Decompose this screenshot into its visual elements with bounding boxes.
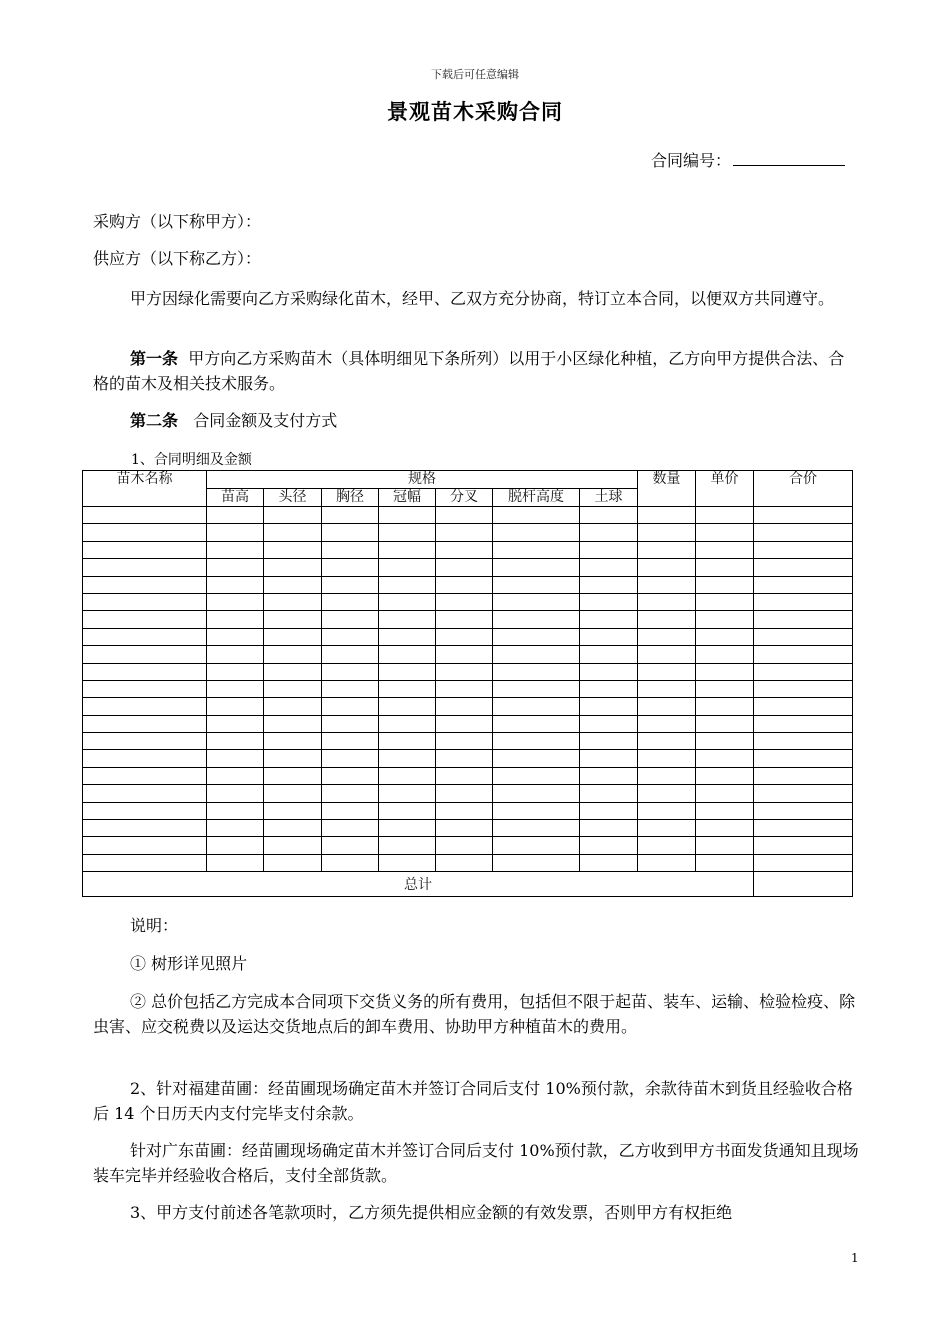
table-cell bbox=[436, 680, 493, 697]
table-cell bbox=[638, 628, 696, 645]
table-cell bbox=[379, 524, 436, 541]
table-cell bbox=[493, 524, 580, 541]
table-cell bbox=[322, 507, 379, 524]
table-cell bbox=[207, 628, 264, 645]
table-cell bbox=[264, 524, 322, 541]
table-cell bbox=[207, 680, 264, 697]
table-cell bbox=[322, 524, 379, 541]
table-cell bbox=[493, 854, 580, 871]
table-cell bbox=[638, 802, 696, 819]
table-cell bbox=[83, 837, 207, 854]
table-cell bbox=[322, 733, 379, 750]
table-cell bbox=[696, 576, 754, 593]
table-cell bbox=[83, 507, 207, 524]
table-cell bbox=[696, 593, 754, 610]
table-cell bbox=[322, 802, 379, 819]
table-cell bbox=[696, 767, 754, 784]
table-cell bbox=[638, 593, 696, 610]
table-row bbox=[83, 715, 853, 732]
article-1-label: 第一条 bbox=[130, 349, 179, 368]
table-row bbox=[83, 837, 853, 854]
table-cell bbox=[83, 646, 207, 663]
table-cell bbox=[493, 837, 580, 854]
table-cell bbox=[379, 559, 436, 576]
table-row bbox=[83, 576, 853, 593]
table-cell bbox=[207, 541, 264, 558]
table-cell bbox=[322, 785, 379, 802]
table-cell bbox=[696, 698, 754, 715]
table-cell bbox=[379, 593, 436, 610]
article-1-text: 甲方向乙方采购苗木（具体明细见下条所列）以用于小区绿化种植，乙方向甲方提供合法、合格的苗木及相关技术服务。 bbox=[93, 349, 845, 393]
table-cell bbox=[638, 646, 696, 663]
table-cell bbox=[207, 559, 264, 576]
table-cell bbox=[638, 698, 696, 715]
table-cell bbox=[754, 854, 853, 871]
table-cell bbox=[322, 593, 379, 610]
table-cell bbox=[580, 733, 638, 750]
table-cell bbox=[436, 854, 493, 871]
table-cell bbox=[436, 785, 493, 802]
table-cell bbox=[322, 541, 379, 558]
col-header-spec: 规格 bbox=[207, 471, 638, 489]
table-cell bbox=[264, 785, 322, 802]
table-cell bbox=[207, 767, 264, 784]
table-cell bbox=[322, 820, 379, 837]
table-cell bbox=[207, 611, 264, 628]
spec-header: 土球 bbox=[580, 489, 638, 507]
table-cell bbox=[754, 750, 853, 767]
table-cell bbox=[322, 698, 379, 715]
table-cell bbox=[207, 715, 264, 732]
table-cell bbox=[207, 837, 264, 854]
table-cell bbox=[83, 733, 207, 750]
table-cell bbox=[754, 733, 853, 750]
table-cell bbox=[580, 854, 638, 871]
table-cell bbox=[264, 559, 322, 576]
table-row bbox=[83, 802, 853, 819]
invoice-clause: 3、甲方支付前述各笔款项时，乙方须先提供相应金额的有效发票，否则甲方有权拒绝 bbox=[130, 1203, 733, 1222]
table-cell bbox=[754, 611, 853, 628]
contract-number-blank bbox=[733, 151, 845, 166]
table-cell bbox=[436, 715, 493, 732]
table-cell bbox=[379, 854, 436, 871]
table-cell bbox=[83, 698, 207, 715]
table-row bbox=[83, 680, 853, 697]
table-cell bbox=[207, 750, 264, 767]
table-cell bbox=[207, 646, 264, 663]
table-cell bbox=[264, 767, 322, 784]
table-cell bbox=[436, 559, 493, 576]
table-cell bbox=[83, 524, 207, 541]
table-cell bbox=[436, 507, 493, 524]
table-cell bbox=[493, 646, 580, 663]
table-cell bbox=[379, 663, 436, 680]
table-cell bbox=[696, 507, 754, 524]
table-row bbox=[83, 767, 853, 784]
table-cell bbox=[83, 611, 207, 628]
table-cell bbox=[83, 785, 207, 802]
table-cell bbox=[264, 698, 322, 715]
col-header-unit-price: 单价 bbox=[696, 471, 754, 507]
table-cell bbox=[754, 541, 853, 558]
col-header-name: 苗木名称 bbox=[83, 471, 207, 507]
table-cell bbox=[83, 854, 207, 871]
table-cell bbox=[580, 559, 638, 576]
table-cell bbox=[638, 820, 696, 837]
table-cell bbox=[754, 680, 853, 697]
table-cell bbox=[379, 628, 436, 645]
table-cell bbox=[436, 628, 493, 645]
table-cell bbox=[207, 507, 264, 524]
table-cell bbox=[493, 663, 580, 680]
table-cell bbox=[264, 733, 322, 750]
total-value-cell bbox=[754, 872, 853, 897]
table-cell bbox=[580, 820, 638, 837]
table-cell bbox=[754, 576, 853, 593]
contract-number bbox=[651, 148, 845, 171]
table-cell bbox=[264, 507, 322, 524]
table-row bbox=[83, 733, 853, 750]
note-1: ① 树形详见照片 bbox=[130, 954, 248, 973]
table-cell bbox=[83, 820, 207, 837]
table-cell bbox=[379, 715, 436, 732]
table-row bbox=[83, 854, 853, 871]
table-cell bbox=[580, 785, 638, 802]
table-cell bbox=[322, 646, 379, 663]
table-cell bbox=[322, 628, 379, 645]
table-cell bbox=[696, 802, 754, 819]
table-cell bbox=[436, 576, 493, 593]
article-2 bbox=[93, 408, 859, 433]
table-cell bbox=[580, 524, 638, 541]
table-cell bbox=[379, 611, 436, 628]
table-cell bbox=[638, 715, 696, 732]
table-cell bbox=[754, 646, 853, 663]
table-cell bbox=[436, 541, 493, 558]
table-cell bbox=[696, 837, 754, 854]
table-cell bbox=[493, 541, 580, 558]
table-cell bbox=[493, 820, 580, 837]
table-cell bbox=[322, 854, 379, 871]
table-cell bbox=[638, 507, 696, 524]
table-cell bbox=[580, 541, 638, 558]
table-row bbox=[83, 628, 853, 645]
table-cell bbox=[264, 820, 322, 837]
table-cell bbox=[264, 854, 322, 871]
table-cell bbox=[379, 767, 436, 784]
table-cell bbox=[436, 698, 493, 715]
table-cell bbox=[638, 541, 696, 558]
total-label: 总计 bbox=[83, 872, 754, 897]
table-cell bbox=[322, 837, 379, 854]
table-caption: 1、合同明细及金额 bbox=[131, 452, 252, 468]
table-cell bbox=[580, 837, 638, 854]
table-cell bbox=[493, 767, 580, 784]
table-cell bbox=[83, 663, 207, 680]
table-cell bbox=[379, 733, 436, 750]
table-cell bbox=[754, 628, 853, 645]
table-row bbox=[83, 750, 853, 767]
table-cell bbox=[493, 576, 580, 593]
table-row bbox=[83, 785, 853, 802]
table-cell bbox=[638, 524, 696, 541]
intro-paragraph: 甲方因绿化需要向乙方采购绿化苗木，经甲、乙双方充分协商，特订立本合同，以便双方共同遵守。 bbox=[130, 289, 835, 308]
table-cell bbox=[580, 576, 638, 593]
table-cell bbox=[264, 680, 322, 697]
table-cell bbox=[207, 785, 264, 802]
table-cell bbox=[493, 715, 580, 732]
table-cell bbox=[696, 715, 754, 732]
table-row bbox=[83, 611, 853, 628]
table-cell bbox=[580, 611, 638, 628]
table-cell bbox=[754, 802, 853, 819]
table-cell bbox=[436, 733, 493, 750]
table-cell bbox=[638, 837, 696, 854]
table-row bbox=[83, 646, 853, 663]
table-cell bbox=[264, 646, 322, 663]
table-cell bbox=[322, 576, 379, 593]
page-number: 1 bbox=[851, 1251, 859, 1265]
table-cell bbox=[493, 750, 580, 767]
table-cell bbox=[83, 628, 207, 645]
table-cell bbox=[436, 837, 493, 854]
table-cell bbox=[754, 698, 853, 715]
table-cell bbox=[436, 663, 493, 680]
table-cell bbox=[696, 750, 754, 767]
table-cell bbox=[580, 593, 638, 610]
table-row bbox=[83, 698, 853, 715]
spec-header: 胸径 bbox=[322, 489, 379, 507]
table-cell bbox=[207, 524, 264, 541]
table-cell bbox=[436, 767, 493, 784]
table-cell bbox=[696, 646, 754, 663]
table-cell bbox=[493, 559, 580, 576]
table-cell bbox=[264, 541, 322, 558]
table-cell bbox=[83, 680, 207, 697]
article-2-text: 合同金额及支付方式 bbox=[193, 411, 338, 430]
table-cell bbox=[207, 820, 264, 837]
table-cell bbox=[696, 524, 754, 541]
table-cell bbox=[696, 611, 754, 628]
table-row bbox=[83, 593, 853, 610]
table-cell bbox=[83, 576, 207, 593]
table-row bbox=[83, 541, 853, 558]
table-cell bbox=[638, 785, 696, 802]
spec-header: 苗高 bbox=[207, 489, 264, 507]
table-cell bbox=[696, 854, 754, 871]
table-cell bbox=[264, 837, 322, 854]
table-cell bbox=[379, 680, 436, 697]
table-cell bbox=[580, 646, 638, 663]
header-note: 下载后可任意编辑 bbox=[431, 68, 519, 81]
table-cell bbox=[754, 593, 853, 610]
table-cell bbox=[493, 593, 580, 610]
payment-guangdong: 针对广东苗圃：经苗圃现场确定苗木并签订合同后支付 10%预付款，乙方收到甲方书面发货通知且现场装车完毕并经验收合格后，支付全部货款。 bbox=[93, 1141, 859, 1185]
table-cell bbox=[754, 715, 853, 732]
note-2: ② 总价包括乙方完成本合同项下交货义务的所有费用，包括但不限于起苗、装车、运输、检验检疫、除虫害、应交税费以及运达交货地点后的卸车费用、协助甲方种植苗木的费用。 bbox=[93, 992, 856, 1036]
table-cell bbox=[264, 628, 322, 645]
table-cell bbox=[207, 663, 264, 680]
table-cell bbox=[493, 733, 580, 750]
party-b-line: 供应方（以下称乙方）： bbox=[93, 249, 262, 268]
table-cell bbox=[638, 663, 696, 680]
table-cell bbox=[264, 715, 322, 732]
table-cell bbox=[322, 715, 379, 732]
table-cell bbox=[83, 750, 207, 767]
table-cell bbox=[696, 680, 754, 697]
table-cell bbox=[696, 559, 754, 576]
table-cell bbox=[322, 559, 379, 576]
table-cell bbox=[580, 663, 638, 680]
table-cell bbox=[379, 507, 436, 524]
article-2-label: 第二条 bbox=[130, 411, 179, 430]
table-cell bbox=[436, 646, 493, 663]
table-cell bbox=[207, 733, 264, 750]
table-cell bbox=[83, 767, 207, 784]
table-cell bbox=[493, 611, 580, 628]
table-cell bbox=[436, 802, 493, 819]
spec-header: 脱杆高度 bbox=[493, 489, 580, 507]
table-cell bbox=[754, 785, 853, 802]
notes-title: 说明： bbox=[130, 916, 179, 935]
table-cell bbox=[638, 611, 696, 628]
table-cell bbox=[493, 680, 580, 697]
table-cell bbox=[436, 750, 493, 767]
table-row bbox=[83, 559, 853, 576]
table-cell bbox=[436, 593, 493, 610]
table-cell bbox=[493, 802, 580, 819]
table-cell bbox=[754, 820, 853, 837]
table-cell bbox=[754, 507, 853, 524]
table-cell bbox=[207, 698, 264, 715]
table-cell bbox=[580, 767, 638, 784]
table-cell bbox=[264, 593, 322, 610]
table-cell bbox=[379, 646, 436, 663]
party-a-line: 采购方（以下称甲方）： bbox=[93, 212, 262, 231]
table-cell bbox=[638, 733, 696, 750]
table-cell bbox=[207, 576, 264, 593]
table-cell bbox=[264, 611, 322, 628]
table-cell bbox=[696, 663, 754, 680]
table-cell bbox=[207, 593, 264, 610]
table-cell bbox=[580, 628, 638, 645]
contract-detail-table bbox=[82, 470, 853, 897]
document-title: 景观苗木采购合同 bbox=[387, 99, 563, 124]
table-row bbox=[83, 524, 853, 541]
table-cell bbox=[264, 663, 322, 680]
table-cell bbox=[83, 715, 207, 732]
table-cell bbox=[754, 559, 853, 576]
spec-header: 冠幅 bbox=[379, 489, 436, 507]
table-cell bbox=[493, 628, 580, 645]
table-cell bbox=[638, 750, 696, 767]
table-cell bbox=[638, 767, 696, 784]
table-row bbox=[83, 663, 853, 680]
col-header-total: 合价 bbox=[754, 471, 853, 507]
table-cell bbox=[580, 507, 638, 524]
table-cell bbox=[83, 559, 207, 576]
table-cell bbox=[379, 820, 436, 837]
table-cell bbox=[696, 733, 754, 750]
table-cell bbox=[493, 698, 580, 715]
table-cell bbox=[754, 767, 853, 784]
table-row bbox=[83, 507, 853, 524]
table-cell bbox=[754, 837, 853, 854]
table-cell bbox=[207, 802, 264, 819]
table-cell bbox=[580, 802, 638, 819]
table-cell bbox=[638, 854, 696, 871]
table-cell bbox=[322, 680, 379, 697]
table-cell bbox=[264, 576, 322, 593]
table-cell bbox=[493, 507, 580, 524]
article-1 bbox=[93, 346, 859, 396]
table-cell bbox=[696, 628, 754, 645]
spec-header: 头径 bbox=[264, 489, 322, 507]
spec-header: 分叉 bbox=[436, 489, 493, 507]
table-cell bbox=[754, 663, 853, 680]
table-cell bbox=[436, 820, 493, 837]
table-cell bbox=[379, 802, 436, 819]
table-row bbox=[83, 820, 853, 837]
table-cell bbox=[638, 559, 696, 576]
table-cell bbox=[638, 576, 696, 593]
table-cell bbox=[436, 611, 493, 628]
table-cell bbox=[379, 785, 436, 802]
table-cell bbox=[493, 785, 580, 802]
table-cell bbox=[580, 715, 638, 732]
payment-fujian: 2、针对福建苗圃：经苗圃现场确定苗木并签订合同后支付 10%预付款，余款待苗木到货且经验收合格后 14 个日历天内支付完毕支付余款。 bbox=[93, 1079, 853, 1123]
table-cell bbox=[696, 820, 754, 837]
table-cell bbox=[379, 541, 436, 558]
table-cell bbox=[83, 802, 207, 819]
table-cell bbox=[264, 802, 322, 819]
table-cell bbox=[322, 663, 379, 680]
table-cell bbox=[83, 593, 207, 610]
table-cell bbox=[379, 837, 436, 854]
table-cell bbox=[207, 854, 264, 871]
table-cell bbox=[379, 750, 436, 767]
table-cell bbox=[264, 750, 322, 767]
table-cell bbox=[436, 524, 493, 541]
table-cell bbox=[696, 541, 754, 558]
table-cell bbox=[696, 785, 754, 802]
table-cell bbox=[580, 680, 638, 697]
table-cell bbox=[322, 611, 379, 628]
col-header-qty: 数量 bbox=[638, 471, 696, 507]
table-cell bbox=[638, 680, 696, 697]
table-cell bbox=[754, 524, 853, 541]
table-cell bbox=[580, 698, 638, 715]
table-cell bbox=[322, 750, 379, 767]
contract-number-label: 合同编号： bbox=[651, 151, 732, 170]
table-cell bbox=[83, 541, 207, 558]
table-cell bbox=[322, 767, 379, 784]
table-cell bbox=[379, 576, 436, 593]
table-cell bbox=[580, 750, 638, 767]
table-cell bbox=[379, 698, 436, 715]
